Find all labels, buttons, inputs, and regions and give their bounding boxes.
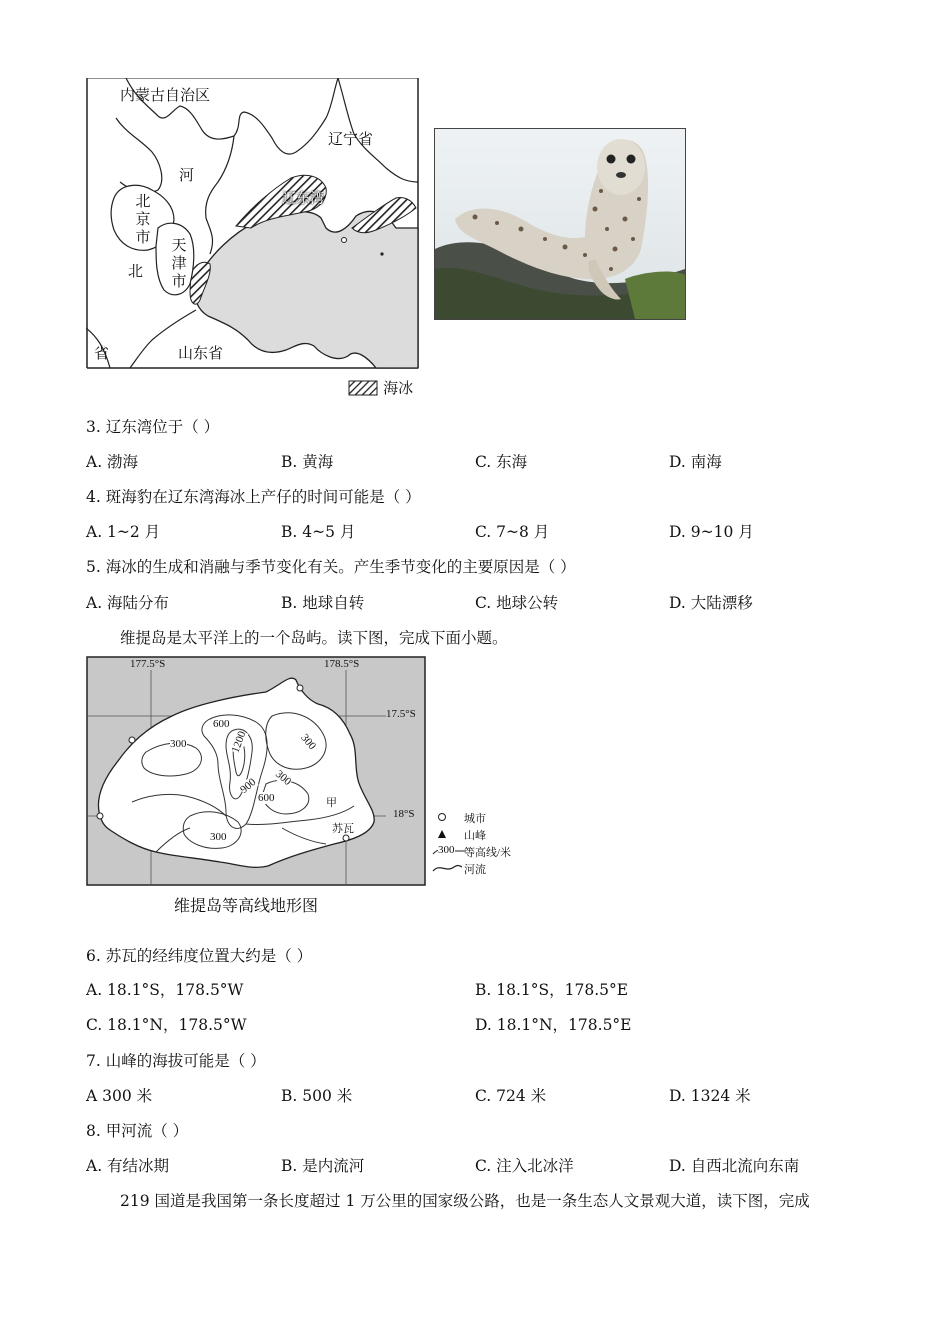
question-4-option-d[interactable]: D. 9~10 月 [669,523,754,541]
bohai-map [86,78,420,370]
map1-legend-label: 海冰 [383,379,414,397]
question-7-stem: 7. 山峰的海拔可能是（ ） [86,1052,266,1070]
map2-caption: 维提岛等高线地形图 [174,896,319,915]
question-5-stem: 5. 海冰的生成和消融与季节变化有关。产生季节变化的主要原因是（ ） [86,558,576,576]
seal-illustration [435,129,685,319]
contour-label: 600 [258,792,275,804]
contour-label: 1200 [229,729,249,755]
question-4-stem: 4. 斑海豹在辽东湾海冰上产仔的时间可能是（ ） [86,488,421,506]
map1-label-shandong: 山东省 [178,344,224,362]
question-6-option-c[interactable]: C. 18.1°N，178.5°W [86,1016,247,1034]
question-8-stem: 8. 甲河流（ ） [86,1122,189,1140]
legend-city-label: 城市 [464,813,486,825]
map2-lat-label-1: 17.5°S [386,708,416,720]
map2-lon-label-2: 178.5°S [324,658,360,670]
question-5-option-b[interactable]: B. 地球自转 [281,594,365,612]
map1-label-liaoning: 辽宁省 [328,130,374,148]
map1-label-inner-mongolia: 内蒙古自治区 [120,86,211,104]
map2-lat-label-2: 18°S [393,808,415,820]
question-8-option-d[interactable]: D. 自西北流向东南 [669,1157,800,1175]
question-6-option-b[interactable]: B. 18.1°S，178.5°E [475,981,629,999]
intro-g219: 219 国道是我国第一条长度超过 1 万公里的国家级公路，也是一条生态人文景观大道，读下图，完成 [120,1192,810,1210]
map2-lon-label-1: 177.5°S [130,658,166,670]
peak-legend-icon [438,830,446,838]
question-7-option-b[interactable]: B. 500 米 [281,1087,353,1105]
intro-viti-levu: 维提岛是太平洋上的一个岛屿。读下图，完成下面小题。 [120,629,508,647]
map1-label-tianjin: 天 津 市 [171,236,187,290]
map1-label-beijing: 北 京 市 [135,192,151,246]
contour-label: 900 [238,776,259,796]
question-5-option-c[interactable]: C. 地球公转 [475,594,559,612]
river-jia-label: 甲 [326,797,337,809]
question-5-option-a[interactable]: A. 海陆分布 [86,594,170,612]
contour-label: 300 [170,738,187,750]
question-7-option-a[interactable]: A 300 米 [86,1087,153,1105]
question-6-stem: 6. 苏瓦的经纬度位置大约是（ ） [86,947,313,965]
question-8-option-a[interactable]: A. 有结冰期 [86,1157,170,1175]
question-3-option-b[interactable]: B. 黄海 [281,453,334,471]
question-7-option-c[interactable]: C. 724 米 [475,1087,547,1105]
question-4-option-a[interactable]: A. 1~2 月 [86,523,161,541]
seal-photo [434,128,686,320]
map1-label-liaodong-bay: 辽东湾 [282,191,324,207]
map1-label-he: 河 [179,166,195,184]
question-4-option-c[interactable]: C. 7~8 月 [475,523,550,541]
city-suwa-label: 苏瓦 [332,823,354,835]
map1-label-sheng: 省 [94,344,110,362]
question-3-option-d[interactable]: D. 南海 [669,453,722,471]
question-3-option-a[interactable]: A. 渤海 [86,453,139,471]
contour-label: 600 [213,718,230,730]
legend-river-label: 河流 [464,864,486,876]
sea-ice-legend-swatch [348,380,378,396]
viti-levu-map [86,656,426,886]
question-7-option-d[interactable]: D. 1324 米 [669,1087,751,1105]
question-6-option-a[interactable]: A. 18.1°S，178.5°W [86,981,244,999]
map2-legend [432,810,542,878]
question-6-option-d[interactable]: D. 18.1°N，178.5°E [475,1016,632,1034]
question-3-option-c[interactable]: C. 东海 [475,453,528,471]
map1-label-bei: 北 [128,262,144,280]
contour-label: 300 [273,768,294,788]
question-8-option-c[interactable]: C. 注入北冰洋 [475,1157,574,1175]
city-legend-icon [438,813,446,821]
contour-label: 300 [298,731,319,753]
question-8-option-b[interactable]: B. 是内流河 [281,1157,365,1175]
viti-levu-map-svg [86,656,426,886]
question-4-option-b[interactable]: B. 4~5 月 [281,523,356,541]
map1-legend [348,377,413,398]
legend-contour-label: 等高线/米 [464,847,512,859]
legend-peak-label: 山峰 [464,830,486,842]
question-5-option-d[interactable]: D. 大陆漂移 [669,594,753,612]
question-3-stem: 3. 辽东湾位于（ ） [86,418,220,436]
legend-contour-value: 300 [438,844,455,856]
river-legend-icon [432,861,462,875]
contour-label: 300 [210,831,227,843]
